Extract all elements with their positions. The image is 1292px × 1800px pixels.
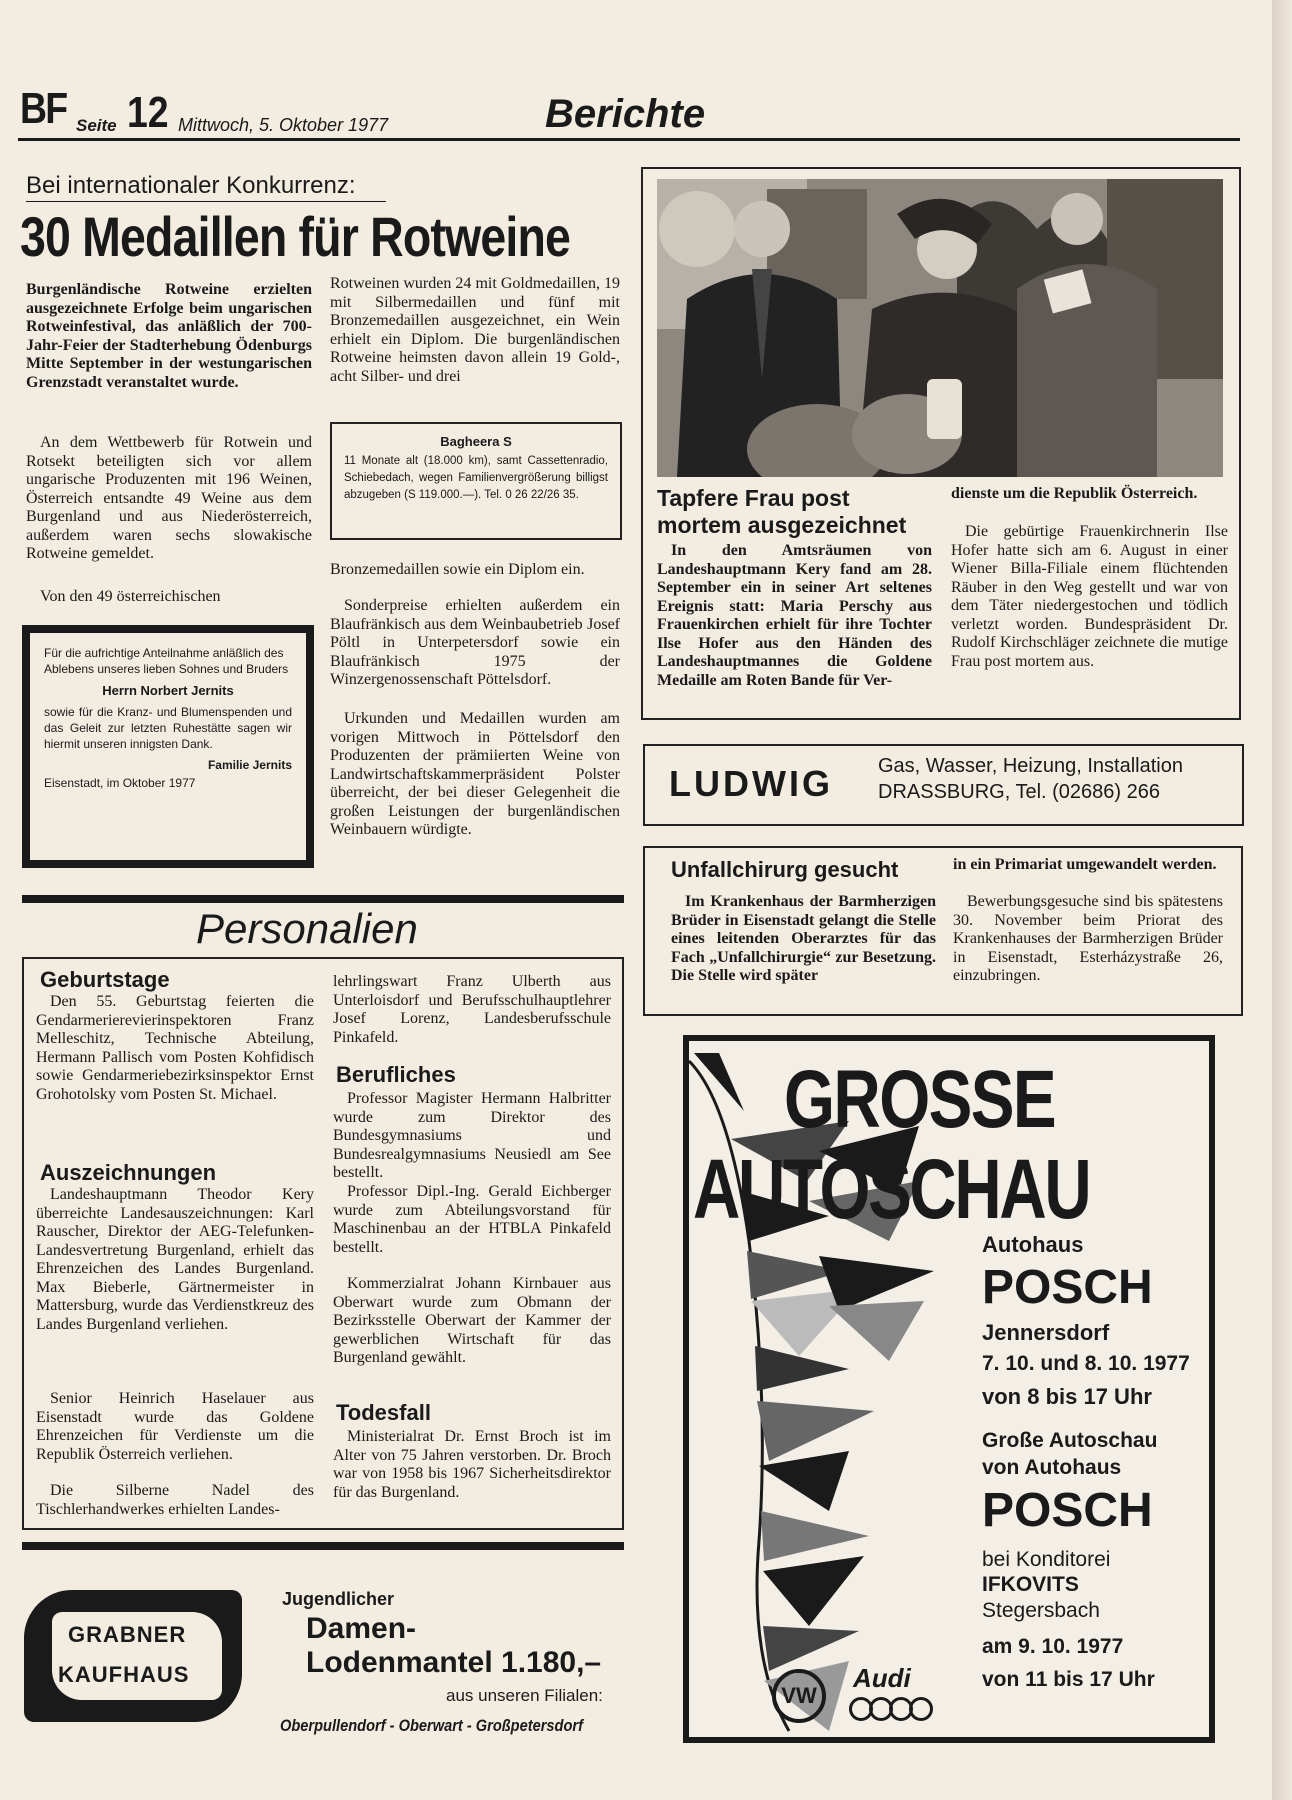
grabner-note: aus unseren Filialen: [446,1686,603,1705]
personalien-top-rule [22,895,624,903]
photo-lead: In den Amtsräumen von Landeshauptmann Kery fand am 28. September ein in seiner Art seltenes Ereignis statt: Maria Perschy aus Frauenkirchen erhielt für ihre Tochter Ilse Hofer aus den Händen des Landeshauptmannes die Goldene Medaille am Roten Bande für Ver- [657,542,932,689]
auszeichnungen-text-2: Senior Heinrich Haselauer aus Eisenstadt wurde das Goldene Ehrenzeichen für Verdienste um die Republik Österreich verliehen. [36,1390,314,1463]
photo-headline-2: mortem ausgezeichnet [657,512,907,538]
personalien-col2-top: lehrlingswart Franz Ulberth aus Unterloisdorf und Berufsschulhauptlehrer Josef Lorenz, Landesberufsschule Pinkafeld. [333,973,611,1046]
autoschau-date-2: am 9. 10. 1977 [982,1635,1124,1658]
autoschau-title-2: AUTOSCHAU [693,1142,1090,1236]
award-photo-svg [657,179,1223,477]
job-col2-lead: in ein Primariat umgewandelt werden. [953,856,1217,873]
personalien-bottom-rule [22,1542,624,1550]
page-edge [1272,0,1292,1800]
classified-title: Bagheera S [440,434,512,449]
ludwig-line1: Gas, Wasser, Heizung, Installation [878,755,1183,777]
wine-paragraph-3: Sonderpreise erhielten außerdem ein Blaufränkisch aus dem Weinbaubetrieb Josef Pöltl in Unterpetersdorf sowie ein Blaufränkisch 1975 der Winzergenossenschaft Pöttelsdorf. [330,597,620,688]
autoschau-town: Jennersdorf [982,1320,1110,1345]
berufliches-heading: Berufliches [336,1062,456,1087]
todesfall-text: Ministerialrat Dr. Ernst Broch ist im Alter von 75 Jahren verstorben. Dr. Broch war von 1958 bis 1967 Sicherheitsdirektor für das Burgenland. [333,1428,611,1501]
personalien-title: Personalien [196,905,418,952]
masthead-page-number: 12 [127,88,169,137]
autoschau-ad [683,1035,1215,1743]
autoschau-second-2: von Autohaus [982,1456,1122,1479]
wine-kicker: Bei internationaler Konkurrenz: [26,172,356,199]
obituary-box [22,625,314,868]
masthead-seite-label: Seite [76,116,117,135]
obituary-place-date: Eisenstadt, im Oktober 1977 [44,776,196,790]
autoschau-venue-3: Stegersbach [982,1599,1100,1622]
autoschau-dealer-label: Autohaus [982,1232,1084,1257]
autoschau-venue-1: bei Konditorei [982,1548,1111,1571]
grabner-logo-line1: GRABNER [68,1622,187,1647]
geburtstage-text: Den 55. Geburtstag feierten die Gendarmerierevierinspektoren Franz Melleschitz, Technische Abteilung, Hermann Pallisch vom Posten Kohfidisch sowie Gendarmeriebezirksinspektor Ernst Grohotolsky vom Posten St. Michael. [36,993,314,1103]
todesfall-heading: Todesfall [336,1400,431,1425]
obituary-body: sowie für die Kranz- und Blumenspenden und das Geleit zur letzten Ruhestätte sagen wir hiermit unseren innigsten Dank. [44,705,292,751]
masthead-logo: BF [20,84,67,133]
photo-headline-1: Tapfere Frau post [657,485,850,511]
ludwig-line2: DRASSBURG, Tel. (02686) 266 [878,781,1160,803]
autoschau-dealer: POSCH [982,1261,1153,1314]
grabner-logo [24,1590,242,1722]
classified-text: 11 Monate alt (18.000 km), samt Cassettenradio, Schiebedach, wegen Familienvergrößerung billigst abzugeben (S 119.000.—). Tel. 0 26 22/26 35. [344,455,608,501]
classified-ad [330,422,622,540]
wine-headline: 30 Medaillen für Rotweine [20,205,571,268]
obituary-family: Familie Jernits [207,758,292,772]
autoschau-title-1: GROSSE [784,1054,1056,1145]
berufliches-text-2: Professor Dipl.-Ing. Gerald Eichberger wurde zum Abteilungsvorstand für Maschinenbau an der HTBLA Pinkafeld bestellt. [333,1183,611,1256]
job-title: Unfallchirurg gesucht [671,857,899,882]
auszeichnungen-text-3: Die Silberne Nadel des Tischlerhandwerkes erhielten Landes- [36,1482,314,1518]
wine-paragraph-1: An dem Wettbewerb für Rotwein und Rotsekt beteiligten sich vor allem ungarische Produzenten mit 196 Weinen, Österreich entsandte 49 Weine aus dem Burgenland und aus Niederösterreich, außerdem waren sechs slowakische Rotweine gemeldet. [26,434,312,562]
wine-paragraph-2: Von den 49 österreichischen [40,588,221,605]
autoschau-venue-2: IFKOVITS [982,1573,1079,1596]
grabner-product-1: Damen- [306,1612,417,1645]
autoschau-second-1: Große Autoschau [982,1429,1158,1452]
vw-logo-text: VW [781,1683,817,1708]
obituary-intro: Für die aufrichtige Anteilnahme anläßlich des Ablebens unseres lieben Sohnes und Bruders [44,646,289,676]
grabner-logo-line2: KAUFHAUS [58,1662,190,1687]
auszeichnungen-heading: Auszeichnungen [40,1160,217,1185]
ludwig-name: LUDWIG [669,763,833,804]
masthead-rule [18,138,1240,141]
masthead-section: Berichte [545,92,706,136]
audi-logo-text: Audi [853,1663,911,1693]
auszeichnungen-text-1: Landeshauptmann Theodor Kery überreichte Landesauszeichnungen: Karl Rauscher, Direktor der AEG-Telefunken-Landesvertretung Burgenland, erhielt das Ehrenzeichen des Landes Burgenland. Max Bieberle, Gärtnermeister in Mattersburg, wurde das Verdienstkreuz des Landes Burgenland verliehen. [36,1186,314,1333]
wine-paragraph-4: Urkunden und Medaillen wurden am vorigen Mittwoch in Pöttelsdorf den Produzenten der prämiierten Weine von Landwirtschaftskammerpräsident Polster überreicht, der bei dieser Gelegenheit die großen Leistungen der burgenländischen Weinbauern würdigte. [330,710,620,838]
job-lead: Im Krankenhaus der Barmherzigen Brüder in Eisenstadt gelangt die Stelle eines leitenden Oberarztes für das Fach „Unfallchirurgie“ zur Besetzung. Die Stelle wird später [671,893,936,984]
berufliches-text-3: Kommerzialrat Johann Kirnbauer aus Oberwart wurde zum Obmann der Bezirksstelle Oberwart der Kammer der gewerblichen Wirtschaft für das Burgenland gewählt. [333,1275,611,1366]
masthead-date: Mittwoch, 5. Oktober 1977 [178,115,389,135]
grabner-locations: Oberpullendorf - Oberwart - Großpetersdorf [280,1716,583,1735]
photo-lead-col2: dienste um die Republik Österreich. [951,485,1198,502]
job-col2-body: Bewerbungsgesuche sind bis spätestens 30. November beim Priorat des Krankenhauses der Barmherzigen Brüder in Eisenstadt, Esterházystraße 26, einzubringen. [953,893,1223,984]
geburtstage-heading: Geburtstage [40,967,170,992]
berufliches-text-1: Professor Magister Hermann Halbritter wurde zum Direktor des Bundesgymnasiums und Bundesrealgymnasiums Neusiedl am See bestellt. [333,1090,611,1181]
vw-logo [772,1669,826,1723]
audi-rings-icon [849,1697,937,1721]
wine-lead: Burgenländische Rotweine erzielten ausgezeichnete Erfolge beim ungarischen Rotweinfestival, das anläßlich der 700-Jahr-Feier der Stadterhebung Ödenburgs Mitte September in der westungarischen Grenzstadt veranstaltet wurde. [26,281,312,391]
autoschau-hours: von 8 bis 17 Uhr [982,1384,1152,1409]
autoschau-dealer-2: POSCH [982,1484,1153,1537]
autoschau-hours-2: von 11 bis 17 Uhr [982,1668,1155,1691]
photo-body: Die gebürtige Frauenkirchnerin Ilse Hofer hatte sich am 6. August in einer Wiener Billa-Filiale einem flüchtenden Räuber in den Weg gestellt und war von dem Täter niedergestochen und tödlich verletzt worden. Bundespräsident Dr. Rudolf Kirchschläger zeichnete die mutige Frau post mortem aus. [951,523,1228,670]
grabner-kicker: Jugendlicher [282,1589,395,1609]
wine-col2-cont: Bronzemedaillen sowie ein Diplom ein. [330,561,585,578]
grabner-product-2: Lodenmantel 1.180,– [306,1646,602,1679]
award-photo [657,179,1223,477]
obituary-name: Herrn Norbert Jernits [102,683,234,698]
wine-col2-top: Rotweinen wurden 24 mit Goldmedaillen, 19 mit Silbermedaillen und fünf mit Bronzemedaillen ausgezeichnet, ein Wein erhielt ein Diplom. Die burgenländischen Rotweine heimsten davon allein 19 Gold-, acht Silber- und drei [330,275,620,385]
wine-kicker-rule [26,201,386,202]
autoschau-dates: 7. 10. und 8. 10. 1977 [982,1352,1190,1375]
